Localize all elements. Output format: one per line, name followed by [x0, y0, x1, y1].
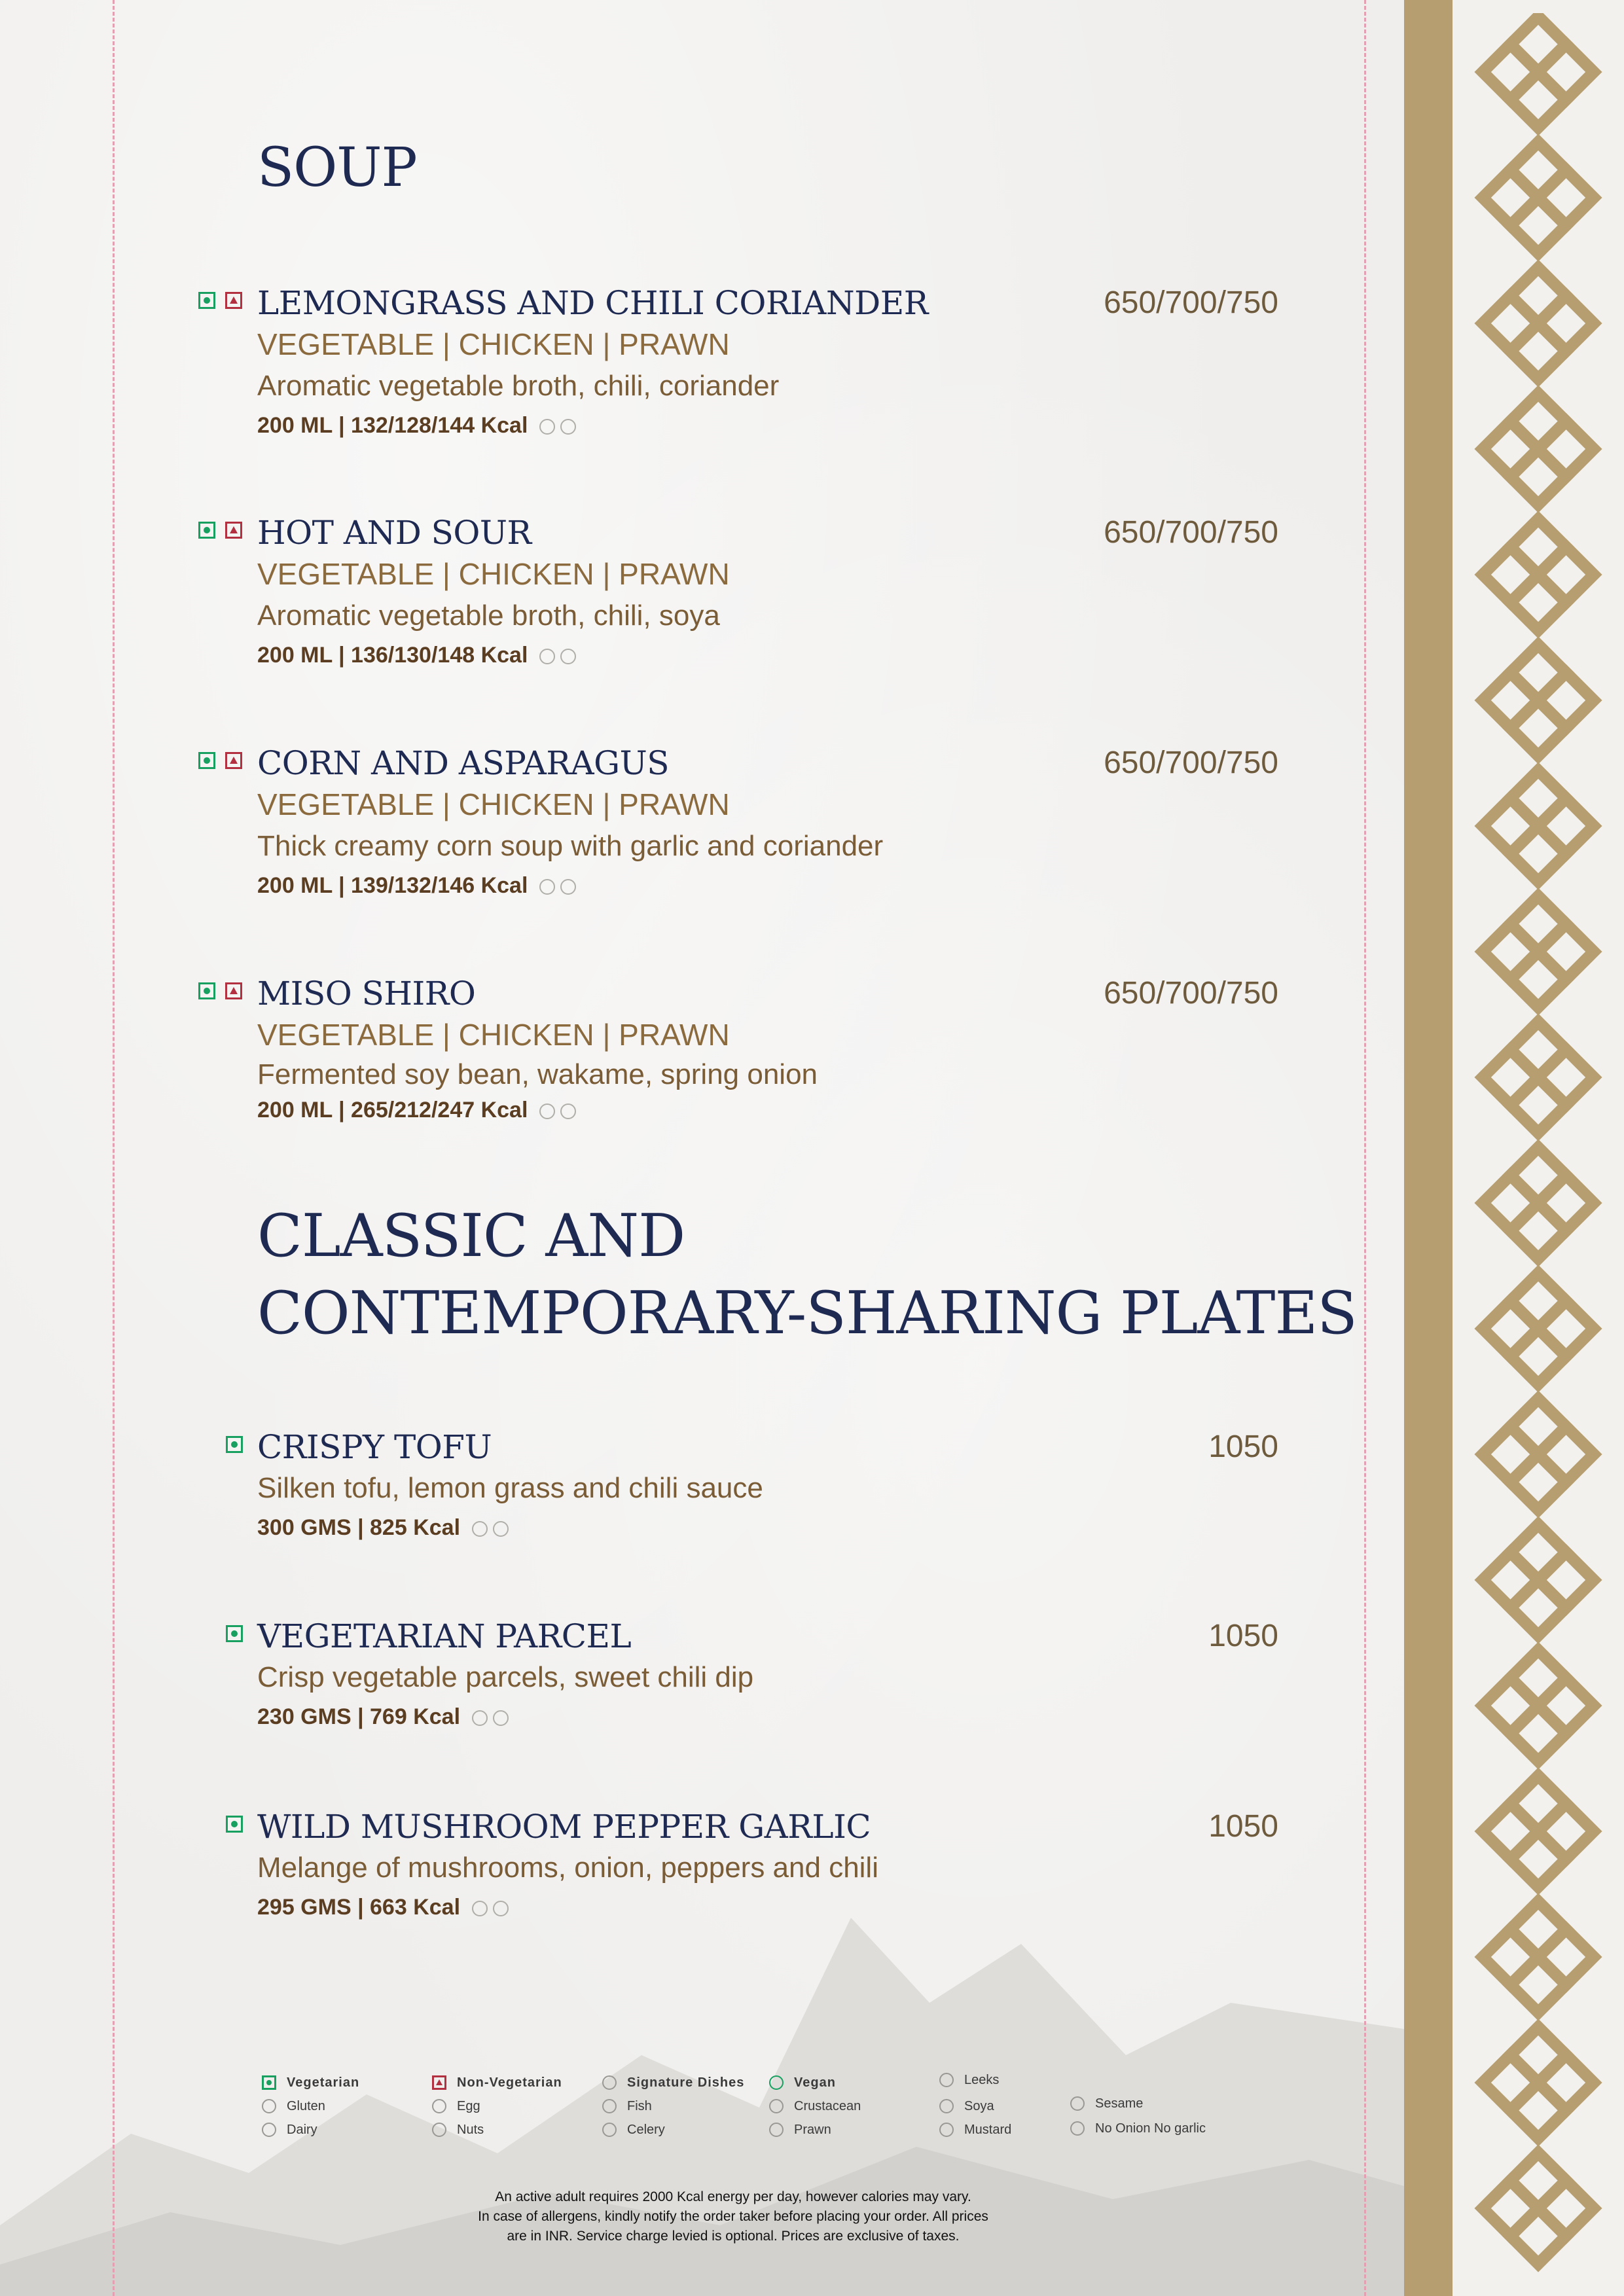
menu-item [257, 512, 1278, 673]
legend-fish: Fish [627, 2099, 652, 2113]
item-description: Thick creamy corn soup with garlic and coriander [257, 830, 884, 862]
gluten-icon [539, 879, 555, 895]
item-description: Silken tofu, lemon grass and chili sauce [257, 1472, 763, 1504]
item-price: 650/700/750 [1104, 515, 1278, 550]
right-dashed-border [1364, 0, 1366, 2296]
menu-item [257, 743, 1278, 904]
fish-icon [602, 2099, 617, 2113]
gold-stripe [1404, 0, 1453, 2296]
item-portion-calories: 230 GMS | 769 Kcal [257, 1704, 461, 1729]
gluten-icon [539, 419, 555, 435]
egg-icon [432, 2099, 446, 2113]
gluten-icon [472, 1521, 488, 1537]
item-name: CRISPY TOFU [257, 1428, 492, 1466]
item-name: CORN AND ASPARAGUS [257, 744, 669, 782]
veg-icon [198, 522, 215, 539]
footer-note [393, 2187, 1074, 2246]
veg-icon [226, 1436, 243, 1453]
item-variant: VEGETABLE | CHICKEN | PRAWN [257, 787, 730, 821]
non-veg-icon [225, 292, 242, 309]
menu-item [257, 973, 1278, 1126]
legend-dairy: Dairy [287, 2123, 317, 2137]
celery-icon [560, 879, 576, 895]
non-veg-icon [225, 522, 242, 539]
menu-item [257, 1616, 1278, 1735]
legend-egg: Egg [457, 2099, 480, 2113]
menu-item [257, 1806, 1278, 1926]
no-onion-garlic-icon [1070, 2121, 1085, 2136]
legend-celery: Celery [627, 2123, 665, 2137]
item-variant: VEGETABLE | CHICKEN | PRAWN [257, 327, 730, 361]
gluten-icon [539, 649, 555, 664]
item-portion-calories: 200 ML | 265/212/247 Kcal [257, 1098, 528, 1122]
mustard-icon [939, 2123, 954, 2137]
veg-icon [198, 982, 215, 999]
legend-no-onion-garlic: No Onion No garlic [1095, 2121, 1206, 2136]
soya-icon [493, 1521, 509, 1537]
celery-icon [560, 419, 576, 435]
soya-icon [560, 1103, 576, 1119]
veg-icon [198, 292, 215, 309]
item-name: VEGETARIAN PARCEL [257, 1617, 632, 1655]
legend-gluten: Gluten [287, 2099, 325, 2113]
celery-icon [602, 2123, 617, 2137]
item-price: 1050 [1208, 1429, 1278, 1464]
soya-icon [939, 2099, 954, 2113]
legend-vegetarian: Vegetarian [287, 2075, 360, 2090]
item-name: HOT AND SOUR [257, 514, 532, 552]
legend-nuts: Nuts [457, 2123, 484, 2137]
item-portion-calories: 300 GMS | 825 Kcal [257, 1515, 461, 1540]
legend-sesame: Sesame [1095, 2096, 1144, 2111]
item-description: Crisp vegetable parcels, sweet chili dip [257, 1661, 754, 1693]
endless-knot-border [1460, 13, 1620, 2291]
item-description: Fermented soy bean, wakame, spring onion [257, 1058, 818, 1090]
legend-vegan: Vegan [794, 2075, 836, 2090]
gluten-icon [472, 1710, 488, 1726]
non-veg-icon [225, 982, 242, 999]
item-portion-calories: 200 ML | 136/130/148 Kcal [257, 643, 528, 668]
vegan-icon [769, 2075, 784, 2090]
sesame-icon [1070, 2096, 1085, 2111]
soya-icon [493, 1901, 509, 1916]
legend-leeks: Leeks [964, 2073, 1000, 2087]
section-title-line-2: CONTEMPORARY-SHARING PLATES [257, 1279, 1357, 1348]
item-portion-calories: 200 ML | 139/132/146 Kcal [257, 873, 528, 898]
veg-icon [226, 1625, 243, 1642]
menu-item [257, 1427, 1278, 1546]
soya-icon [560, 649, 576, 664]
veg-icon [262, 2075, 276, 2090]
sesame-icon [493, 1710, 509, 1726]
section-title-line-1: CLASSIC AND [257, 1202, 685, 1270]
gluten-icon [472, 1901, 488, 1916]
non-veg-icon [432, 2075, 446, 2090]
item-price: 1050 [1208, 1619, 1278, 1653]
allergen-legend [262, 2070, 1309, 2148]
item-description: Aromatic vegetable broth, chili, soya [257, 600, 720, 632]
legend-non-vegetarian: Non-Vegetarian [457, 2075, 562, 2090]
item-price: 650/700/750 [1104, 285, 1278, 320]
item-name: MISO SHIRO [257, 975, 476, 1013]
leeks-icon [939, 2073, 954, 2087]
veg-icon [198, 752, 215, 769]
section-title-sharing-plates [257, 1198, 1357, 1352]
legend-mustard: Mustard [964, 2123, 1012, 2137]
footer-line: An active adult requires 2000 Kcal energy per day, however calories may vary. [495, 2189, 971, 2204]
nuts-icon [432, 2123, 446, 2137]
item-variant: VEGETABLE | CHICKEN | PRAWN [257, 557, 730, 591]
item-description: Aromatic vegetable broth, chili, coriander [257, 370, 780, 402]
item-name: LEMONGRASS AND CHILI CORIANDER [257, 284, 928, 322]
non-veg-icon [225, 752, 242, 769]
footer-line: In case of allergens, kindly notify the order taker before placing your order. All prices [478, 2209, 988, 2224]
item-price: 1050 [1208, 1809, 1278, 1844]
legend-signature: Signature Dishes [627, 2075, 745, 2090]
item-price: 650/700/750 [1104, 976, 1278, 1011]
chef-hat-icon [602, 2075, 617, 2090]
footer-line: are in INR. Service charge levied is optional. Prices are exclusive of taxes. [507, 2229, 960, 2244]
left-dashed-border [113, 0, 115, 2296]
item-name: WILD MUSHROOM PEPPER GARLIC [257, 1808, 871, 1846]
crustacean-icon [769, 2099, 784, 2113]
gluten-icon [539, 1103, 555, 1119]
legend-soya: Soya [964, 2099, 994, 2113]
veg-icon [226, 1816, 243, 1833]
menu-item [257, 283, 1278, 444]
gluten-icon [262, 2099, 276, 2113]
prawn-icon [769, 2123, 784, 2137]
item-description: Melange of mushrooms, onion, peppers and chili [257, 1852, 878, 1884]
legend-crustacean: Crustacean [794, 2099, 861, 2113]
item-portion-calories: 295 GMS | 663 Kcal [257, 1895, 461, 1920]
dairy-icon [262, 2123, 276, 2137]
item-price: 650/700/750 [1104, 745, 1278, 780]
item-variant: VEGETABLE | CHICKEN | PRAWN [257, 1018, 730, 1052]
item-portion-calories: 200 ML | 132/128/144 Kcal [257, 413, 528, 438]
legend-prawn: Prawn [794, 2123, 831, 2137]
section-title-soup: SOUP [257, 137, 417, 199]
